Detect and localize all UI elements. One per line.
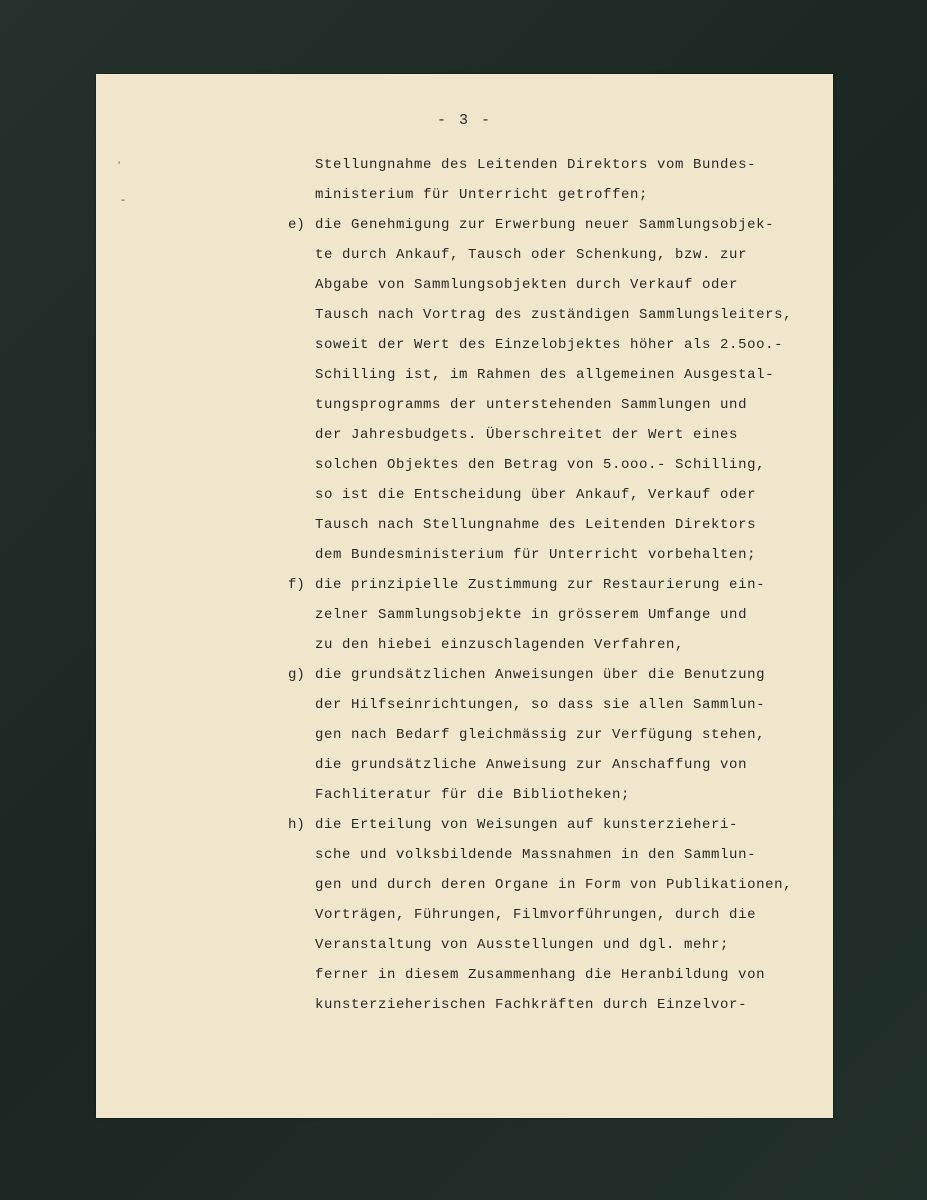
text-line: die prinzipielle Zustimmung zur Restaurierung ein- — [315, 577, 766, 593]
text-line: Veranstaltung von Ausstellungen und dgl. mehr; — [315, 937, 730, 953]
ink-speck: - — [120, 196, 127, 207]
text-line: Tausch nach Vortrag des zuständigen Sammlungsleiters, — [315, 307, 793, 323]
text-line: die Erteilung von Weisungen auf kunsterzieheri- — [315, 817, 739, 833]
text-line: die grundsätzlichen Anweisungen über die Benutzung — [315, 667, 766, 683]
text-line: te durch Ankauf, Tausch oder Schenkung, bzw. zur — [315, 247, 748, 263]
text-line: Vorträgen, Führungen, Filmvorführungen, durch die — [315, 907, 757, 923]
text-line: soweit der Wert des Einzelobjektes höher als 2.5oo.- — [315, 337, 784, 353]
text-line: gen und durch deren Organe in Form von Publikationen, — [315, 877, 793, 893]
text-line: dem Bundesministerium für Unterricht vorbehalten; — [315, 547, 757, 563]
text-line: zu den hiebei einzuschlagenden Verfahren, — [315, 637, 685, 653]
text-line: die grundsätzliche Anweisung zur Anschaffung von — [315, 757, 748, 773]
ink-speck: ʼ — [116, 162, 123, 173]
list-marker: g) — [288, 667, 305, 683]
text-line: der Hilfseinrichtungen, so dass sie allen Sammlun- — [315, 697, 766, 713]
document-page — [96, 74, 833, 1118]
text-line: ministerium für Unterricht getroffen; — [315, 187, 649, 203]
text-line: solchen Objektes den Betrag von 5.ooo.- Schilling, — [315, 457, 766, 473]
text-line: gen nach Bedarf gleichmässig zur Verfügung stehen, — [315, 727, 766, 743]
text-line: Tausch nach Stellungnahme des Leitenden Direktors — [315, 517, 757, 533]
text-line: Schilling ist, im Rahmen des allgemeinen Ausgestal- — [315, 367, 775, 383]
text-line: Fachliteratur für die Bibliotheken; — [315, 787, 631, 803]
list-marker: f) — [288, 577, 305, 593]
text-line: zelner Sammlungsobjekte in grösserem Umfange und — [315, 607, 748, 623]
text-line: Abgabe von Sammlungsobjekten durch Verkauf oder — [315, 277, 739, 293]
list-marker: e) — [288, 217, 305, 233]
text-line: Stellungnahme des Leitenden Direktors vom Bundes- — [315, 157, 757, 173]
text-line: kunsterzieherischen Fachkräften durch Einzelvor- — [315, 997, 748, 1013]
page-number: - 3 - — [436, 112, 492, 129]
text-line: der Jahresbudgets. Überschreitet der Wert eines — [315, 427, 739, 443]
text-line: so ist die Entscheidung über Ankauf, Verkauf oder — [315, 487, 757, 503]
text-line: tungsprogramms der unterstehenden Sammlungen und — [315, 397, 748, 413]
text-line: ferner in diesem Zusammenhang die Heranbildung von — [315, 967, 766, 983]
list-marker: h) — [288, 817, 305, 833]
text-line: sche und volksbildende Massnahmen in den Sammlun- — [315, 847, 757, 863]
text-line: die Genehmigung zur Erwerbung neuer Sammlungsobjek- — [315, 217, 775, 233]
